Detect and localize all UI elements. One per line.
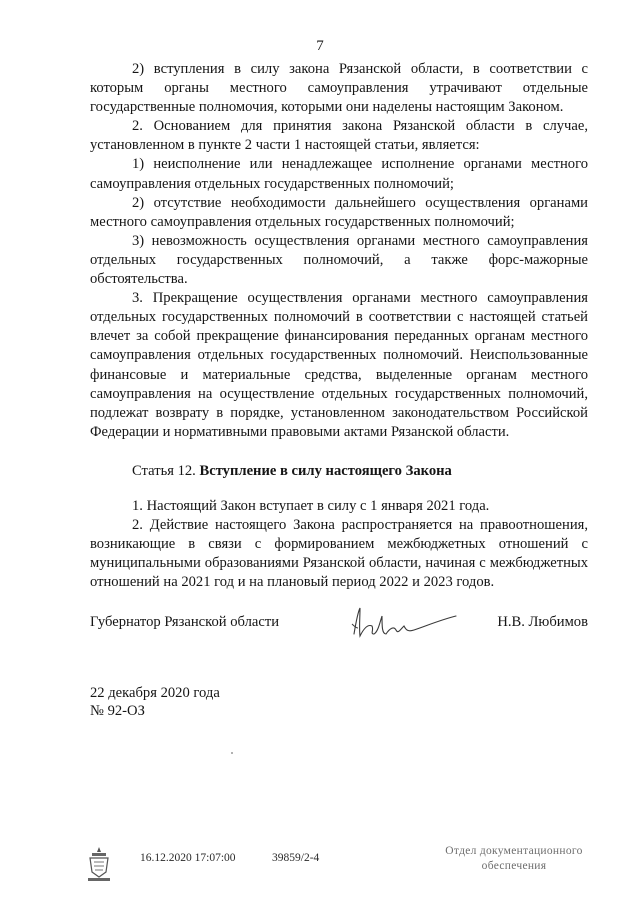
- article-label: Статья 12.: [132, 462, 196, 479]
- ground-item-2: 2) отсутствие необходимости дальнейшего осуществления органами местного самоуправления отдельных государственных полномочий;: [90, 194, 588, 230]
- paragraph-2-1-2: 2) вступления в силу закона Рязанской области, в соответствии с которым органы местного самоуправления утрачивают отдельные государственные полномочия, которыми они наделены настоящим Законом.: [90, 61, 588, 116]
- scan-speck: [231, 752, 233, 754]
- department-stamp-line-1: Отдел документационного: [445, 845, 583, 857]
- registration-datetime: 16.12.2020 17:07:00: [140, 852, 236, 864]
- law-date: 22 декабря 2020 года: [90, 685, 220, 701]
- paragraph-2-grounds: 2. Основанием для принятия закона Рязанской области в случае, установленном в пункте 2 части 1 настоящей статьи, является:: [90, 118, 588, 154]
- article-12-paragraph-1: 1. Настоящий Закон вступает в силу с 1 января 2021 года.: [132, 497, 490, 514]
- article-12-heading: [90, 462, 588, 481]
- department-stamp-line-2: обеспечения: [481, 860, 547, 872]
- page-footer: [0, 840, 640, 890]
- signature-block: [90, 610, 588, 650]
- governor-title: Губернатор Рязанской области: [90, 614, 280, 630]
- ground-item-3: 3) невозможность осуществления органами местного самоуправления отдельных государственных полномочий, а также форс-мажорные обстоятельства.: [90, 232, 588, 288]
- law-meta: [90, 684, 220, 720]
- registration-number: 39859/2-4: [272, 852, 320, 864]
- page-number: 7: [316, 38, 324, 54]
- article-12-paragraph-2: 2. Действие настоящего Закона распространяется на правоотношения, возникающие в связи с формированием межбюджетных отношений с муниципальными образованиями Рязанской области, начиная с межбюджетных отношений на 2021 год и на плановый период 2022 и 2023 годов.: [90, 517, 588, 591]
- ground-item-1: 1) неисполнение или ненадлежащее исполнение органами местного самоуправления отдельных государственных полномочий;: [90, 156, 588, 192]
- handwritten-signature: [348, 604, 460, 644]
- article-title: Вступление в силу настоящего Закона: [199, 462, 452, 479]
- governor-name: Н.В. Любимов: [497, 614, 588, 630]
- paragraph-3-termination: 3. Прекращение осуществления органами местного самоуправления отдельных государственных полномочий в соответствии с настоящей статьей влечет за собой прекращение финансирования переданных органам местного самоуправления отдельных государственных полномочий. Неиспользованные финансовые и материальные средства, выделенные органам местного самоуправления на осуществление отдельных государственных полномочий, подлежат возврату в порядке, установленном законодательством Российской Федерации и нормативными правовыми актами Рязанской области.: [90, 290, 588, 440]
- department-stamp: [434, 844, 594, 874]
- coat-of-arms-icon: [84, 844, 114, 884]
- law-number: № 92-ОЗ: [90, 703, 145, 719]
- document-body: [90, 60, 588, 592]
